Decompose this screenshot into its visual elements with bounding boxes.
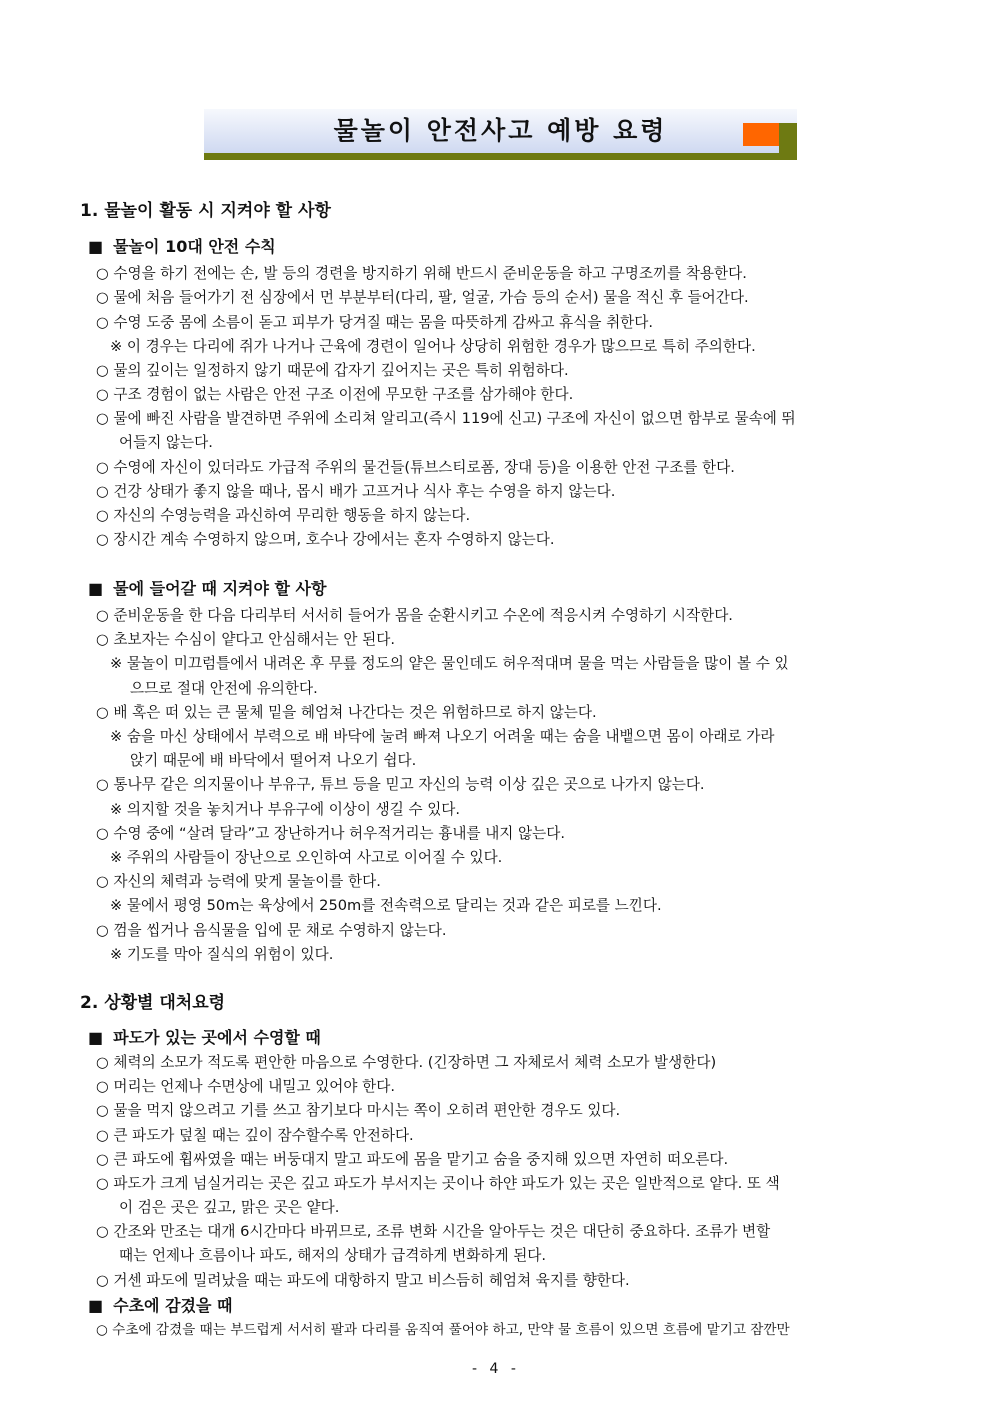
square-bullet-icon: ■ xyxy=(88,1028,104,1047)
list-item: ○ 수영에 자신이 있더라도 가급적 주위의 물건들(튜브스티로폼, 장대 등)을 이용한 안전 구조를 한다. xyxy=(96,459,735,476)
list-item-continuation: 어들지 않는다. xyxy=(119,434,213,451)
subheading-text: 물놀이 10대 안전 수칙 xyxy=(113,237,276,256)
list-item: ○ 건강 상태가 좋지 않을 때나, 몹시 배가 고프거나 식사 후는 수영을 하지 않는다. xyxy=(96,483,616,500)
square-bullet-icon: ■ xyxy=(88,1296,104,1315)
list-item-continuation: 때는 언제나 흐름이나 파도, 해저의 상태가 급격하게 변화하게 된다. xyxy=(119,1247,547,1264)
list-item: ○ 큰 파도에 휩싸였을 때는 버둥대지 말고 파도에 몸을 맡기고 숨을 중지해 있으면 자연히 떠오른다. xyxy=(96,1151,729,1168)
list-item: ○ 파도가 크게 넘실거리는 곳은 깊고 파도가 부서지는 곳이나 하얀 파도가 있는 곳은 일반적으로 얕다. 또 색 xyxy=(96,1175,780,1192)
list-item: ○ 자신의 체력과 능력에 맞게 물놀이를 한다. xyxy=(96,873,381,890)
orange-square-mark xyxy=(743,123,779,146)
square-bullet-icon: ■ xyxy=(88,579,104,598)
subheading-text: 물에 들어갈 때 지켜야 할 사항 xyxy=(113,579,327,598)
list-item: ○ 체력의 소모가 적도록 편안한 마음으로 수영한다. (긴장하면 그 자체로서 체력 소모가 발생한다) xyxy=(96,1054,717,1071)
list-item: ○ 수영을 하기 전에는 손, 발 등의 경련을 방지하기 위해 반드시 준비운동을 하고 구명조끼를 착용한다. xyxy=(96,265,747,282)
page-number: - 4 - xyxy=(472,1361,520,1377)
list-item: ○ 간조와 만조는 대개 6시간마다 바뀌므로, 조류 변화 시간을 알아두는 것은 대단히 중요하다. 조류가 변할 xyxy=(96,1223,771,1240)
list-item: ○ 물을 먹지 않으려고 기를 쓰고 참기보다 마시는 쪽이 오히려 편안한 경우도 있다. xyxy=(96,1102,621,1119)
list-item: ○ 껌을 씹거나 음식물을 입에 문 채로 수영하지 않는다. xyxy=(96,922,447,939)
note-item: ※ 물에서 평영 50m는 육상에서 250m를 전속력으로 달리는 것과 같은 피로를 느낀다. xyxy=(110,897,662,914)
section-2-heading: 2. 상황별 대처요령 xyxy=(80,993,226,1013)
olive-square-mark xyxy=(779,123,797,153)
subheading-waves xyxy=(88,1027,321,1049)
list-item: ○ 물의 깊이는 일정하지 않기 때문에 갑자기 깊어지는 곳은 특히 위험하다. xyxy=(96,362,569,379)
list-item: ○ 수영 중에 “살려 달라”고 장난하거나 허우적거리는 흉내를 내지 않는다. xyxy=(96,825,565,842)
list-item: ○ 초보자는 수심이 얕다고 안심해서는 안 된다. xyxy=(96,631,395,648)
list-item: ○ 큰 파도가 덮칠 때는 깊이 잠수할수록 안전하다. xyxy=(96,1127,414,1144)
list-item-continuation: 이 검은 곳은 깊고, 맑은 곳은 얕다. xyxy=(119,1199,340,1216)
list-item: ○ 물에 빠진 사람을 발견하면 주위에 소리쳐 알리고(즉시 119에 신고) 구조에 자신이 없으면 함부로 물속에 뛰 xyxy=(96,410,796,427)
section-1-heading: 1. 물놀이 활동 시 지켜야 할 사항 xyxy=(80,201,331,221)
list-item: ○ 머리는 언제나 수면상에 내밀고 있어야 한다. xyxy=(96,1078,395,1095)
list-item: ○ 통나무 같은 의지물이나 부유구, 튜브 등을 믿고 자신의 능력 이상 깊은 곳으로 나가지 않는다. xyxy=(96,776,705,793)
page-title: 물놀이 안전사고 예방 요령 xyxy=(333,116,668,145)
list-item: ○ 자신의 수영능력을 과신하여 무리한 행동을 하지 않는다. xyxy=(96,507,471,524)
subheading-text: 파도가 있는 곳에서 수영할 때 xyxy=(113,1028,321,1047)
list-item: ○ 장시간 계속 수영하지 않으며, 호수나 강에서는 혼자 수영하지 않는다. xyxy=(96,531,555,548)
note-item-continuation: 으므로 절대 안전에 유의한다. xyxy=(130,680,318,697)
note-item: ※ 주위의 사람들이 장난으로 오인하여 사고로 이어질 수 있다. xyxy=(110,849,503,866)
list-item: ○ 준비운동을 한 다음 다리부터 서서히 들어가 몸을 순환시키고 수온에 적응시켜 수영하기 시작한다. xyxy=(96,607,733,624)
note-item: ※ 이 경우는 다리에 쥐가 나거나 근육에 경련이 일어나 상당히 위험한 경우가 많으므로 특히 주의한다. xyxy=(110,338,756,355)
list-item: ○ 수초에 감겼을 때는 부드럽게 서서히 팔과 다리를 움직여 풀어야 하고, 만약 물 흐름이 있으면 흐름에 맡기고 잠깐만 xyxy=(96,1322,790,1338)
note-item-continuation: 앉기 때문에 배 바닥에서 떨어져 나오기 쉽다. xyxy=(130,752,417,769)
subheading-entering-water xyxy=(88,578,326,600)
list-item: ○ 거센 파도에 밀려났을 때는 파도에 대항하지 말고 비스듬히 헤엄쳐 육지를 향한다. xyxy=(96,1272,630,1289)
note-item: ※ 기도를 막아 질식의 위험이 있다. xyxy=(110,946,334,963)
title-banner xyxy=(204,109,797,160)
list-item: ○ 수영 도중 몸에 소름이 돋고 피부가 당겨질 때는 몸을 따뜻하게 감싸고 휴식을 취한다. xyxy=(96,314,653,331)
square-bullet-icon: ■ xyxy=(88,237,104,256)
subheading-seaweed xyxy=(88,1295,232,1317)
subheading-text: 수초에 감겼을 때 xyxy=(113,1296,233,1315)
note-item: ※ 숨을 마신 상태에서 부력으로 배 바닥에 눌려 빠져 나오기 어려울 때는 숨을 내뱉으면 몸이 아래로 가라 xyxy=(110,728,775,745)
note-item: ※ 의지할 것을 놓치거나 부유구에 이상이 생길 수 있다. xyxy=(110,801,461,818)
list-item: ○ 배 혹은 떠 있는 큰 물체 밑을 헤엄쳐 나간다는 것은 위험하므로 하지 않는다. xyxy=(96,704,597,721)
list-item: ○ 구조 경험이 없는 사람은 안전 구조 이전에 무모한 구조를 삼가해야 한다. xyxy=(96,386,574,403)
list-item: ○ 물에 처음 들어가기 전 심장에서 먼 부분부터(다리, 팔, 얼굴, 가슴 등의 순서) 물을 적신 후 들어간다. xyxy=(96,289,749,306)
note-item: ※ 물놀이 미끄럼틀에서 내려온 후 무릎 정도의 얕은 물인데도 허우적대며 물을 먹는 사람들을 많이 볼 수 있 xyxy=(110,655,789,672)
subheading-10-rules xyxy=(88,236,276,258)
